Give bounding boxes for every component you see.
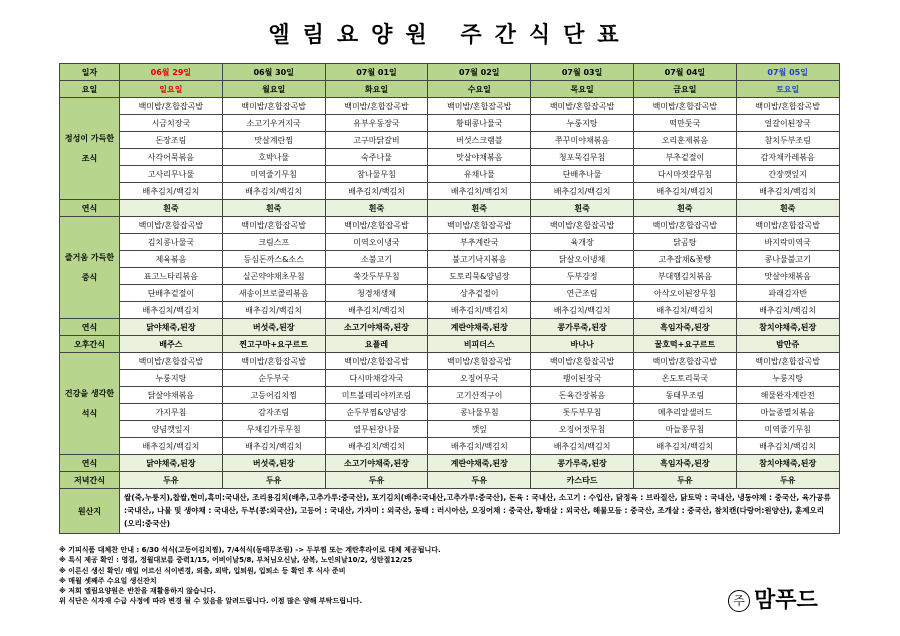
menu-cell: 소불고기 [325, 251, 428, 268]
afternoon-snack-label: 오후간식 [60, 336, 120, 353]
menu-cell: 버섯스크램블 [428, 132, 531, 149]
menu-cell: 해물완자계란전 [736, 387, 839, 404]
menu-cell: 참나물무침 [325, 166, 428, 183]
menu-cell: 백미밥/혼합잡곡밥 [633, 98, 736, 115]
note-line: ※ 매월 셋째주 수요일 생신잔치 [59, 576, 157, 585]
day-cell: 일요일 [120, 81, 223, 98]
note-line: ※ 특식 제공 확인 : 영결, 정월대보름 중력1/15, 어버이날5/8, 부처님오신날, 삼복, 노인의날10/2, 성탄절12/25 [59, 556, 413, 565]
date-cell: 07월 03일 [531, 64, 634, 81]
dinner-row [60, 421, 840, 438]
afternoon-snack-cell: 요플레 [325, 336, 428, 353]
lunch-row [60, 302, 840, 319]
menu-cell: 배추김치/백김치 [222, 302, 325, 319]
menu-cell: 백미밥/혼합잡곡밥 [633, 353, 736, 370]
menu-cell: 순두부국 [222, 370, 325, 387]
menu-cell: 유채나물 [428, 166, 531, 183]
menu-cell: 닭살오이냉채 [531, 251, 634, 268]
lunch-soft-cell: 닭야채죽,된장 [120, 319, 223, 336]
menu-cell: 동태무조림 [633, 387, 736, 404]
menu-cell: 순두부찜&양념장 [325, 404, 428, 421]
menu-cell: 백미밥/혼합잡곡밥 [531, 353, 634, 370]
breakfast-row [60, 183, 840, 200]
lunch-row [60, 251, 840, 268]
menu-cell: 배추김치/백김치 [633, 438, 736, 455]
menu-cell: 팽이된장국 [531, 370, 634, 387]
menu-cell: 오징어무국 [428, 370, 531, 387]
lunch-soft-cell: 콩가루죽,된장 [531, 319, 634, 336]
menu-cell: 고기산적구이 [428, 387, 531, 404]
dinner-row [60, 387, 840, 404]
evening-snack-cell: 카스타드 [531, 472, 634, 489]
menu-cell: 백미밥/혼합잡곡밥 [325, 353, 428, 370]
date-cell: 07월 04일 [633, 64, 736, 81]
menu-cell: 백미밥/혼합잡곡밥 [736, 353, 839, 370]
afternoon-snack-cell: 밤만쥬 [736, 336, 839, 353]
menu-cell: 콩나물무침 [428, 404, 531, 421]
date-cell: 06월 29일 [120, 64, 223, 81]
menu-cell: 미트볼데리야끼조림 [325, 387, 428, 404]
menu-cell: 등심돈까스&소스 [222, 251, 325, 268]
menu-cell: 배추김치/백김치 [428, 302, 531, 319]
menu-cell: 단배추겉절이 [120, 285, 223, 302]
menu-cell: 맛살야채볶음 [428, 149, 531, 166]
menu-cell: 고사리무나물 [120, 166, 223, 183]
menu-cell: 사각어묵볶음 [120, 149, 223, 166]
weekly-menu-table [59, 63, 840, 534]
menu-cell: 실곤약야채초무침 [222, 268, 325, 285]
menu-cell: 떡만둣국 [633, 115, 736, 132]
dinner-label: 건강을 생각한 석식 [60, 353, 120, 455]
menu-cell: 상추겉절이 [428, 285, 531, 302]
lunch-soft-cell: 흑임자죽,된장 [633, 319, 736, 336]
menu-cell: 백미밥/혼합잡곡밥 [531, 98, 634, 115]
menu-cell: 유부우동장국 [325, 115, 428, 132]
evening-snack-row [60, 472, 840, 489]
menu-cell: 불고기낙지볶음 [428, 251, 531, 268]
menu-cell: 김치콩나물국 [120, 234, 223, 251]
menu-cell: 배추김치/백김치 [428, 183, 531, 200]
menu-cell: 배추김치/백김치 [222, 183, 325, 200]
menu-cell: 백미밥/혼합잡곡밥 [222, 217, 325, 234]
menu-cell: 쑥갓두부무침 [325, 268, 428, 285]
afternoon-snack-cell: 비피더스 [428, 336, 531, 353]
afternoon-snack-row [60, 336, 840, 353]
date-cell: 07월 05일 [736, 64, 839, 81]
menu-cell: 새송이브로콜리볶음 [222, 285, 325, 302]
menu-cell: 백미밥/혼합잡곡밥 [736, 98, 839, 115]
menu-cell: 돈육간장볶음 [531, 387, 634, 404]
menu-cell: 배추김치/백김치 [633, 302, 736, 319]
menu-cell: 배추김치/백김치 [325, 183, 428, 200]
day-cell: 목요일 [531, 81, 634, 98]
brand-circle-mark: 주 [728, 590, 750, 612]
dinner-soft-cell: 닭야채죽,된장 [120, 455, 223, 472]
breakfast-soft-label: 연식 [60, 200, 120, 217]
menu-cell: 두부강정 [531, 268, 634, 285]
evening-snack-cell: 두유 [222, 472, 325, 489]
date-label: 일자 [60, 64, 120, 81]
menu-cell: 오리훈제볶음 [633, 132, 736, 149]
menu-cell: 배추김치/백김치 [736, 438, 839, 455]
date-row [60, 64, 840, 81]
lunch-soft-row [60, 319, 840, 336]
menu-cell: 크림스프 [222, 234, 325, 251]
lunch-row [60, 234, 840, 251]
breakfast-soft-row [60, 200, 840, 217]
menu-cell: 쭈꾸미야채볶음 [531, 132, 634, 149]
date-cell: 06월 30일 [222, 64, 325, 81]
lunch-soft-cell: 버섯죽,된장 [222, 319, 325, 336]
menu-cell: 닭살야채볶음 [120, 387, 223, 404]
menu-cell: 소고기우거지국 [222, 115, 325, 132]
menu-cell: 참치두부조림 [736, 132, 839, 149]
menu-cell: 마늘종멸치볶음 [736, 404, 839, 421]
brand-logo [728, 583, 818, 614]
day-label: 요일 [60, 81, 120, 98]
date-cell: 07월 02일 [428, 64, 531, 81]
menu-cell: 돈장조림 [120, 132, 223, 149]
breakfast-soft-cell: 흰죽 [120, 200, 223, 217]
breakfast-row [60, 166, 840, 183]
breakfast-soft-cell: 흰죽 [222, 200, 325, 217]
menu-cell: 백미밥/혼합잡곡밥 [325, 217, 428, 234]
day-cell: 화요일 [325, 81, 428, 98]
evening-snack-cell: 두유 [736, 472, 839, 489]
menu-cell: 간장깻잎지 [736, 166, 839, 183]
menu-cell: 바지락미역국 [736, 234, 839, 251]
menu-cell: 아삭오이된장무침 [633, 285, 736, 302]
lunch-soft-cell: 계란야채죽,된장 [428, 319, 531, 336]
day-cell: 금요일 [633, 81, 736, 98]
evening-snack-cell: 두유 [120, 472, 223, 489]
notes-section [59, 545, 699, 607]
menu-cell: 호박나물 [222, 149, 325, 166]
evening-snack-cell: 두유 [325, 472, 428, 489]
menu-cell: 단배추나물 [531, 166, 634, 183]
menu-cell: 백미밥/혼합잡곡밥 [120, 353, 223, 370]
menu-cell: 배추김치/백김치 [428, 438, 531, 455]
menu-cell: 황태콩나물국 [428, 115, 531, 132]
origin-row [60, 489, 840, 534]
afternoon-snack-cell: 바나나 [531, 336, 634, 353]
menu-cell: 백미밥/혼합잡곡밥 [736, 217, 839, 234]
menu-cell: 콩나물불고기 [736, 251, 839, 268]
menu-cell: 배추김치/백김치 [531, 438, 634, 455]
menu-cell: 맛살계란찜 [222, 132, 325, 149]
day-cell: 토요일 [736, 81, 839, 98]
note-line: ※ 이른신 생신 확인/ 매일 어르신 식이변경, 외출, 외박, 입퇴원, 입퇴소 등 확인 후 식사 준비 [59, 566, 346, 575]
menu-cell: 청포묵김무침 [531, 149, 634, 166]
menu-cell: 부대햄김치볶음 [633, 268, 736, 285]
menu-cell: 배추김치/백김치 [531, 183, 634, 200]
menu-cell: 미역줄기무침 [222, 166, 325, 183]
menu-cell: 청경채생채 [325, 285, 428, 302]
dinner-soft-cell: 콩가루죽,된장 [531, 455, 634, 472]
menu-cell: 배추김치/백김치 [736, 183, 839, 200]
dinner-soft-row [60, 455, 840, 472]
breakfast-soft-cell: 흰죽 [633, 200, 736, 217]
dinner-soft-cell: 참치야채죽,된장 [736, 455, 839, 472]
menu-cell: 누룽지탕 [120, 370, 223, 387]
lunch-soft-cell: 소고기야채죽,된장 [325, 319, 428, 336]
dinner-soft-label: 연식 [60, 455, 120, 472]
breakfast-row [60, 98, 840, 115]
menu-cell: 누룽지탕 [531, 115, 634, 132]
dinner-soft-cell: 버섯죽,된장 [222, 455, 325, 472]
menu-cell: 고추잡채&꽃빵 [633, 251, 736, 268]
menu-cell: 시금치장국 [120, 115, 223, 132]
menu-cell: 부추겉절이 [633, 149, 736, 166]
menu-cell: 온도토리묵국 [633, 370, 736, 387]
menu-cell: 백미밥/혼합잡곡밥 [222, 353, 325, 370]
page-title: 엘림요양원 주간식단표 [268, 23, 632, 48]
menu-cell: 백미밥/혼합잡곡밥 [428, 353, 531, 370]
lunch-label: 즐거움 가득한 중식 [60, 217, 120, 319]
dinner-row [60, 404, 840, 421]
lunch-soft-cell: 참치야채죽,된장 [736, 319, 839, 336]
menu-cell: 백미밥/혼합잡곡밥 [531, 217, 634, 234]
date-cell: 07월 01일 [325, 64, 428, 81]
afternoon-snack-cell: 꿀호떡+요구르트 [633, 336, 736, 353]
dinner-soft-cell: 흑임자죽,된장 [633, 455, 736, 472]
brand-name: 맘푸드 [754, 588, 818, 613]
note-line: 위 식단은 식자재 수급 사정에 따라 변경 될 수 있음을 알려드립니다. 이점 많은 양해 부탁드립니다. [59, 597, 363, 606]
menu-cell: 미역오이냉국 [325, 234, 428, 251]
menu-cell: 숙주나물 [325, 149, 428, 166]
menu-cell: 열무된장나물 [325, 421, 428, 438]
day-cell: 월요일 [222, 81, 325, 98]
menu-cell: 무채김가루무침 [222, 421, 325, 438]
origin-text: 쌀(죽,누룽지),찹쌀,현미,흑미:국내산, 조리용김치(배추,고추가루:중국산), 포기김치(배추:국내산,고추가루:중국산), 돈육 : 국내산, 소고기 : 수입산, 닭정육 : 브라질산, 닭토막 : 국내산, 냉동야채 : 중국산, 육가공류 :국내산,, 나물 및 생야채 : 국내산, 두부(콩:외국산), 고등어 : 국내산, 가자미 : 외국산, 동태 : 러시아산, 오징어채 : 중국산, 황태살 : 외국산, 해물모듬 : 중국산, 조개살 : 중국산, 참치캔(다랑어:원양산), 훈제오리(오리:중국산) [120, 489, 840, 534]
afternoon-snack-cell: 찐고구마+요구르트 [222, 336, 325, 353]
note-line: ※ 기피식품 대체찬 안내 : 6/30 석식(고등어김치찜), 7/4석식(동태무조림) -> 두부찜 또는 계란후라이로 대체 제공됩니다. [59, 546, 441, 554]
menu-cell: 마늘쫑무침 [633, 421, 736, 438]
dinner-row [60, 370, 840, 387]
menu-cell: 닭곰탕 [633, 234, 736, 251]
menu-cell: 백미밥/혼합잡곡밥 [120, 217, 223, 234]
lunch-row [60, 285, 840, 302]
breakfast-row [60, 132, 840, 149]
note-line: ※ 저희 엘림요양원은 반찬을 재활용하지 않습니다. [59, 587, 216, 596]
menu-cell: 가지무침 [120, 404, 223, 421]
menu-cell: 감자조림 [222, 404, 325, 421]
menu-cell: 감자채카레볶음 [736, 149, 839, 166]
menu-cell: 고등어김치찜 [222, 387, 325, 404]
menu-cell: 백미밥/혼합잡곡밥 [120, 98, 223, 115]
breakfast-label: 정성이 가득한 조식 [60, 98, 120, 200]
menu-cell: 메추리알샐러드 [633, 404, 736, 421]
menu-cell: 연근조림 [531, 285, 634, 302]
breakfast-soft-cell: 흰죽 [428, 200, 531, 217]
menu-cell: 맛살야채볶음 [736, 268, 839, 285]
dinner-row [60, 438, 840, 455]
menu-cell: 배추김치/백김치 [325, 438, 428, 455]
menu-cell: 파래김자반 [736, 285, 839, 302]
menu-cell: 도토리묵&양념장 [428, 268, 531, 285]
evening-snack-cell: 두유 [428, 472, 531, 489]
dinner-row [60, 353, 840, 370]
lunch-row [60, 217, 840, 234]
afternoon-snack-cell: 배주스 [120, 336, 223, 353]
menu-cell: 백미밥/혼합잡곡밥 [428, 98, 531, 115]
menu-cell: 배추김치/백김치 [120, 438, 223, 455]
day-cell: 수요일 [428, 81, 531, 98]
menu-cell: 부추계란국 [428, 234, 531, 251]
breakfast-row [60, 149, 840, 166]
dinner-soft-cell: 계란야채죽,된장 [428, 455, 531, 472]
evening-snack-label: 저녁간식 [60, 472, 120, 489]
menu-cell: 제육볶음 [120, 251, 223, 268]
breakfast-soft-cell: 흰죽 [736, 200, 839, 217]
day-row [60, 81, 840, 98]
menu-cell: 다시마채감자국 [325, 370, 428, 387]
menu-cell: 배추김치/백김치 [120, 183, 223, 200]
menu-cell: 배추김치/백김치 [531, 302, 634, 319]
menu-cell: 백미밥/혼합잡곡밥 [428, 217, 531, 234]
breakfast-soft-cell: 흰죽 [531, 200, 634, 217]
menu-cell: 배추김치/백김치 [222, 438, 325, 455]
menu-cell: 깻잎 [428, 421, 531, 438]
menu-cell: 배추김치/백김치 [633, 183, 736, 200]
breakfast-row [60, 115, 840, 132]
menu-cell: 오징어젓무침 [531, 421, 634, 438]
menu-cell: 배추김치/백김치 [736, 302, 839, 319]
menu-cell: 표고느타리볶음 [120, 268, 223, 285]
evening-snack-cell: 두유 [633, 472, 736, 489]
menu-cell: 배추김치/백김치 [120, 302, 223, 319]
menu-cell: 누룽지탕 [736, 370, 839, 387]
lunch-soft-label: 연식 [60, 319, 120, 336]
menu-cell: 고구마닭갈비 [325, 132, 428, 149]
menu-cell: 백미밥/혼합잡곡밥 [633, 217, 736, 234]
origin-label: 원산지 [60, 489, 120, 534]
menu-cell: 톳두부무침 [531, 404, 634, 421]
dinner-soft-cell: 소고기야채죽,된장 [325, 455, 428, 472]
menu-cell: 양념깻잎지 [120, 421, 223, 438]
breakfast-soft-cell: 흰죽 [325, 200, 428, 217]
menu-cell: 육개장 [531, 234, 634, 251]
menu-cell: 얼갈이된장국 [736, 115, 839, 132]
lunch-row [60, 268, 840, 285]
menu-cell: 다시마젓갈무침 [633, 166, 736, 183]
menu-cell: 백미밥/혼합잡곡밥 [325, 98, 428, 115]
menu-cell: 미역줄기무침 [736, 421, 839, 438]
menu-cell: 백미밥/혼합잡곡밥 [222, 98, 325, 115]
menu-cell: 배추김치/백김치 [325, 302, 428, 319]
